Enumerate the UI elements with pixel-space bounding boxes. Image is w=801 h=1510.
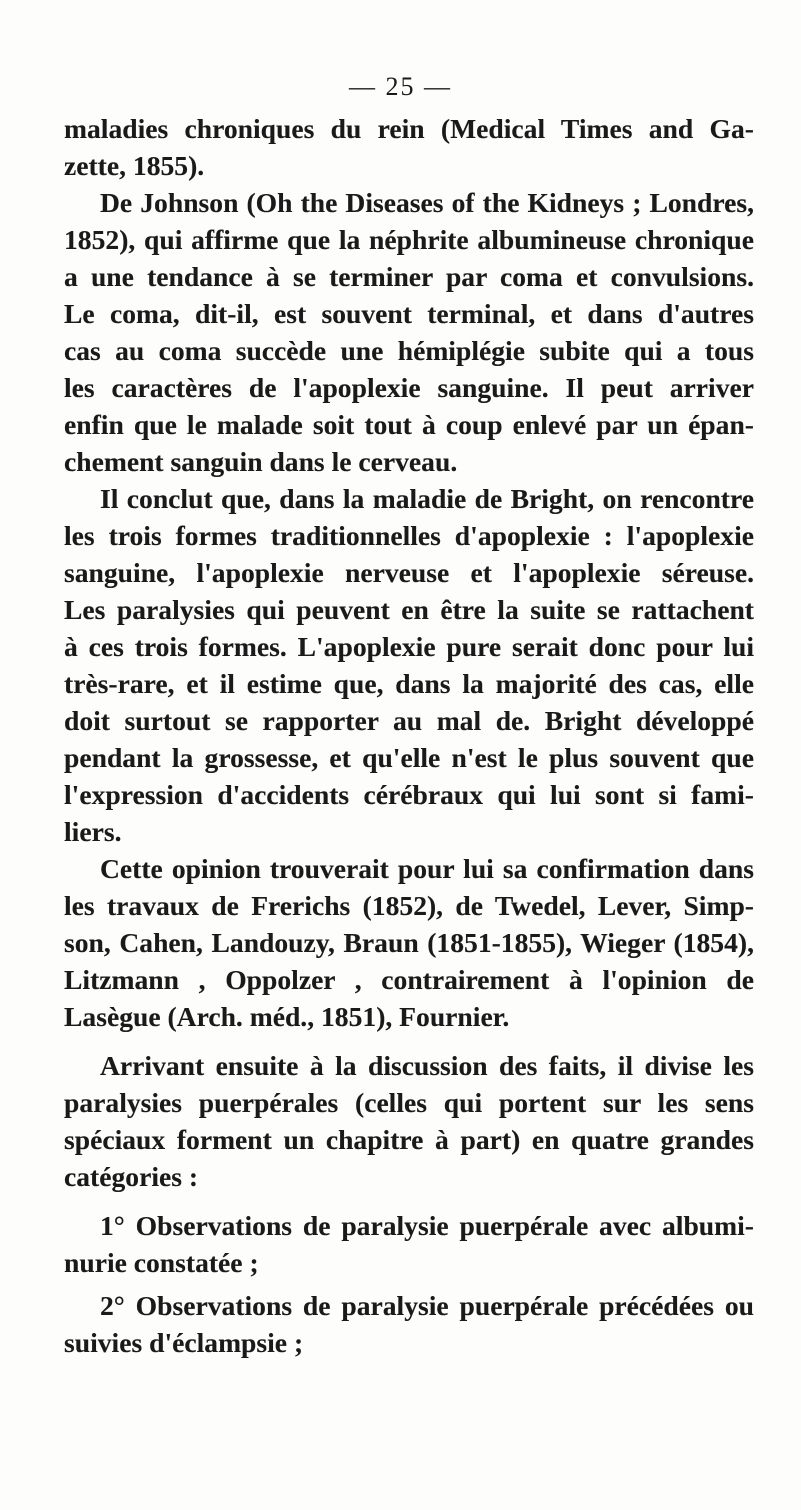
text-line: Le coma, dit-il, est souvent terminal, et dans d'autres xyxy=(64,298,754,329)
text-line: très-rare, et il estime que, dans la majorité des cas, elle xyxy=(64,668,754,699)
text-line: chement sanguin dans le cerveau. xyxy=(64,446,458,477)
text-line: enfin que le malade soit tout à coup enlevé par un épan- xyxy=(64,409,754,440)
text-line: 1° Observations de paralysie puerpérale avec albumi- xyxy=(100,1210,754,1241)
text-line: a une tendance à se terminer par coma et convulsions. xyxy=(64,261,754,292)
paragraph xyxy=(64,480,754,850)
text-line: De Johnson (Oh the Diseases of the Kidneys ; Londres, xyxy=(100,187,754,218)
paragraph xyxy=(64,850,754,1035)
text-line: spéciaux forment un chapitre à part) en quatre grandes xyxy=(64,1124,754,1155)
text-line: suivies d'éclampsie ; xyxy=(64,1327,304,1358)
text-line: paralysies puerpérales (celles qui portent sur les sens xyxy=(64,1087,754,1118)
paragraph xyxy=(64,110,754,184)
text-line: catégories : xyxy=(64,1161,199,1192)
text-line: Arrivant ensuite à la discussion des faits, il divise les xyxy=(100,1050,754,1081)
list-item xyxy=(64,1287,754,1361)
page-number: — 25 — xyxy=(349,72,452,101)
text-line: maladies chroniques du rein (Medical Times and Ga- xyxy=(64,113,754,144)
paragraph xyxy=(64,184,754,480)
paragraph xyxy=(64,1047,754,1195)
text-line: Litzmann , Oppolzer , contrairement à l'opinion de xyxy=(64,964,754,995)
text-line: Cette opinion trouverait pour lui sa confirmation dans xyxy=(100,853,754,884)
text-line: doit surtout se rapporter au mal de. Bright développé xyxy=(64,705,754,736)
text-line: les caractères de l'apoplexie sanguine. Il peut arriver xyxy=(64,372,754,403)
text-line: son, Cahen, Landouzy, Braun (1851-1855), Wieger (1854), xyxy=(64,927,754,958)
text-line: nurie constatée ; xyxy=(64,1247,259,1278)
body-text xyxy=(64,110,754,1361)
text-line: 1852), qui affirme que la néphrite albumineuse chronique xyxy=(64,224,754,255)
text-line: 2° Observations de paralysie puerpérale précédées ou xyxy=(100,1290,754,1321)
text-line: sanguine, l'apoplexie nerveuse et l'apoplexie séreuse. xyxy=(64,557,754,588)
text-line: pendant la grossesse, et qu'elle n'est le plus souvent que xyxy=(64,742,754,773)
text-line: à ces trois formes. L'apoplexie pure serait donc pour lui xyxy=(64,631,754,662)
text-line: Il conclut que, dans la maladie de Bright, on rencontre xyxy=(100,483,754,514)
text-line: les travaux de Frerichs (1852), de Twedel, Lever, Simp- xyxy=(64,890,754,921)
text-line: Lasègue (Arch. méd., 1851), Fournier. xyxy=(64,1001,510,1032)
text-line: l'expression d'accidents cérébraux qui lui sont si fami- xyxy=(64,779,754,810)
text-line: zette, 1855). xyxy=(64,150,205,181)
text-line: cas au coma succède une hémiplégie subite qui a tous xyxy=(64,335,754,366)
text-line: Les paralysies qui peuvent en être la suite se rattachent xyxy=(64,594,754,625)
list-item xyxy=(64,1207,754,1281)
text-line: liers. xyxy=(64,816,122,847)
text-line: les trois formes traditionnelles d'apoplexie : l'apoplexie xyxy=(64,520,754,551)
